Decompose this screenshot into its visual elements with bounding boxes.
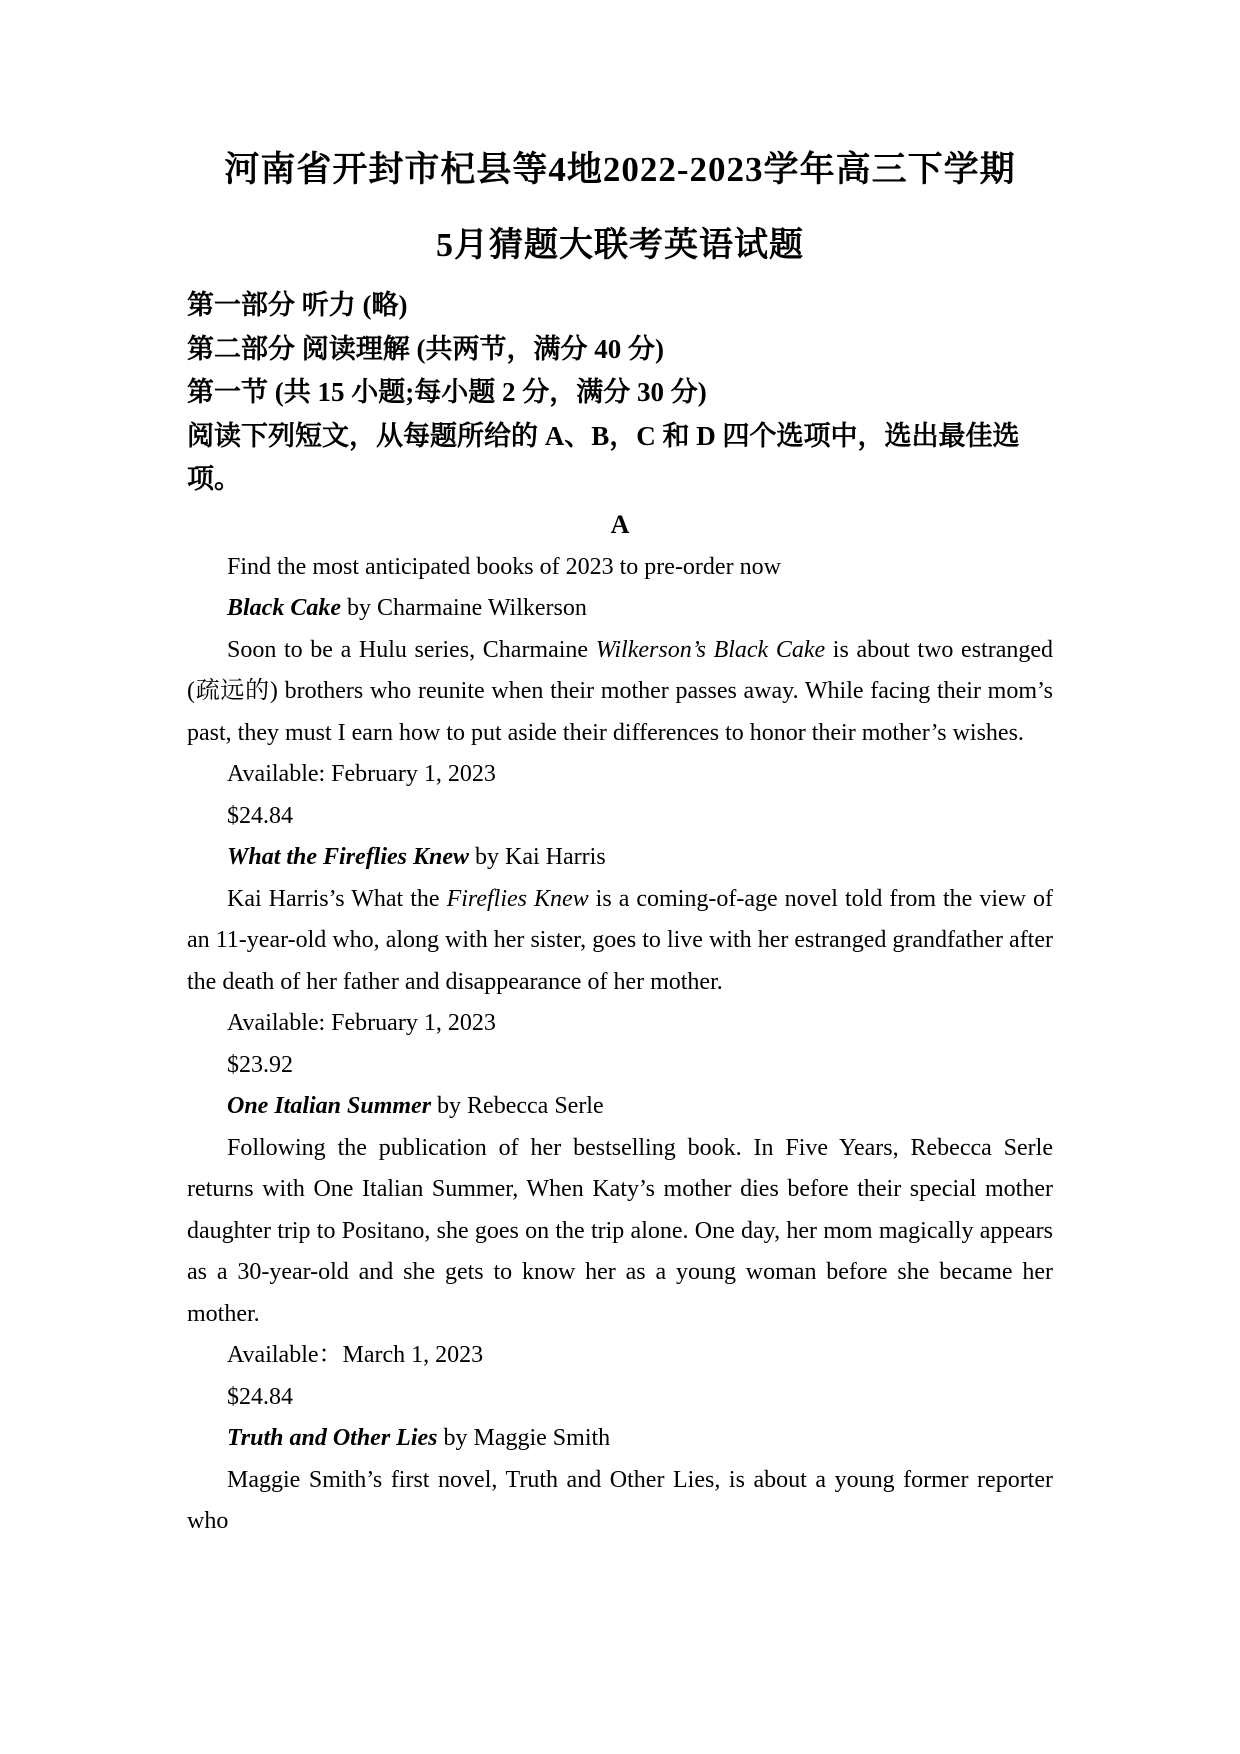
- book-title-line: [187, 588, 1053, 630]
- book-title: Truth and Other Lies: [227, 1425, 438, 1451]
- book-title-line: [187, 1086, 1053, 1128]
- book-description-italic: Fireflies Knew: [446, 885, 589, 912]
- document-title-line2: 5月猜题大联考英语试题: [436, 227, 804, 264]
- availability-line: Available: February 1, 2023: [227, 761, 496, 787]
- passage-intro: Find the most anticipated books of 2023 to pre-order now: [227, 553, 781, 580]
- book-description: Following the publication of her bestselling book. In Five Years, Rebecca Serle returns with One Italian Summer, When Katy’s mother dies before their special mother daughter trip to Positano, she goes on the trip alone. One day, her mom magically appears as a 30-year-old and she gets to know her as a young woman before she became her mother.: [187, 1134, 1053, 1327]
- section1-heading: 第一节 (共 15 小题;每小题 2 分，满分 30 分): [187, 377, 707, 407]
- passage-label: A: [610, 509, 630, 539]
- book-title: One Italian Summer: [227, 1093, 432, 1119]
- book-description: Soon to be a Hulu series, Charmaine Wilkerson’s Black Cake is about two estranged (疏远的) brothers who reunite when their mother passes away. While facing their mom’s past, they must I earn how to put aside their differences to honor their mother’s wishes.: [187, 636, 1054, 746]
- book-title: What the Fireflies Knew: [227, 844, 470, 870]
- part2-heading: 第二部分 阅读理解 (共两节，满分 40 分): [187, 333, 664, 364]
- book-description-italic: Wilkerson’s Black Cake: [595, 636, 826, 663]
- book-byline: by Kai Harris: [469, 844, 606, 870]
- availability-line: Available：March 1, 2023: [227, 1342, 484, 1368]
- book-title-line: [187, 837, 1053, 879]
- availability-line: Available: February 1, 2023: [227, 1010, 496, 1036]
- price-line: $23.92: [227, 1051, 293, 1078]
- document-title-line1: 河南省开封市杞县等4地2022-2023学年高三下学期: [224, 150, 1016, 189]
- reading-instructions: 阅读下列短文，从每题所给的 A、B，C 和 D 四个选项中，选出最佳选项。: [187, 420, 1020, 494]
- price-line: $24.84: [227, 1383, 293, 1410]
- book-byline: by Charmaine Wilkerson: [341, 595, 587, 621]
- book-title: Black Cake: [227, 595, 341, 621]
- price-line: $24.84: [227, 802, 293, 829]
- part1-heading: 第一部分 听力 (略): [187, 290, 408, 320]
- book-description: Maggie Smith’s first novel, Truth and Other Lies, is about a young former reporter who: [187, 1466, 1053, 1534]
- book-byline: by Maggie Smith: [437, 1425, 611, 1451]
- book-byline: by Rebecca Serle: [431, 1093, 604, 1119]
- book-description: Kai Harris’s What the Fireflies Knew is a coming-of-age novel told from the view of an 11-year-old who, along with her sister, goes to live with her estranged grandfather after the death of her father and disappearance of her mother.: [187, 885, 1054, 995]
- book-title-line: [187, 1418, 1053, 1460]
